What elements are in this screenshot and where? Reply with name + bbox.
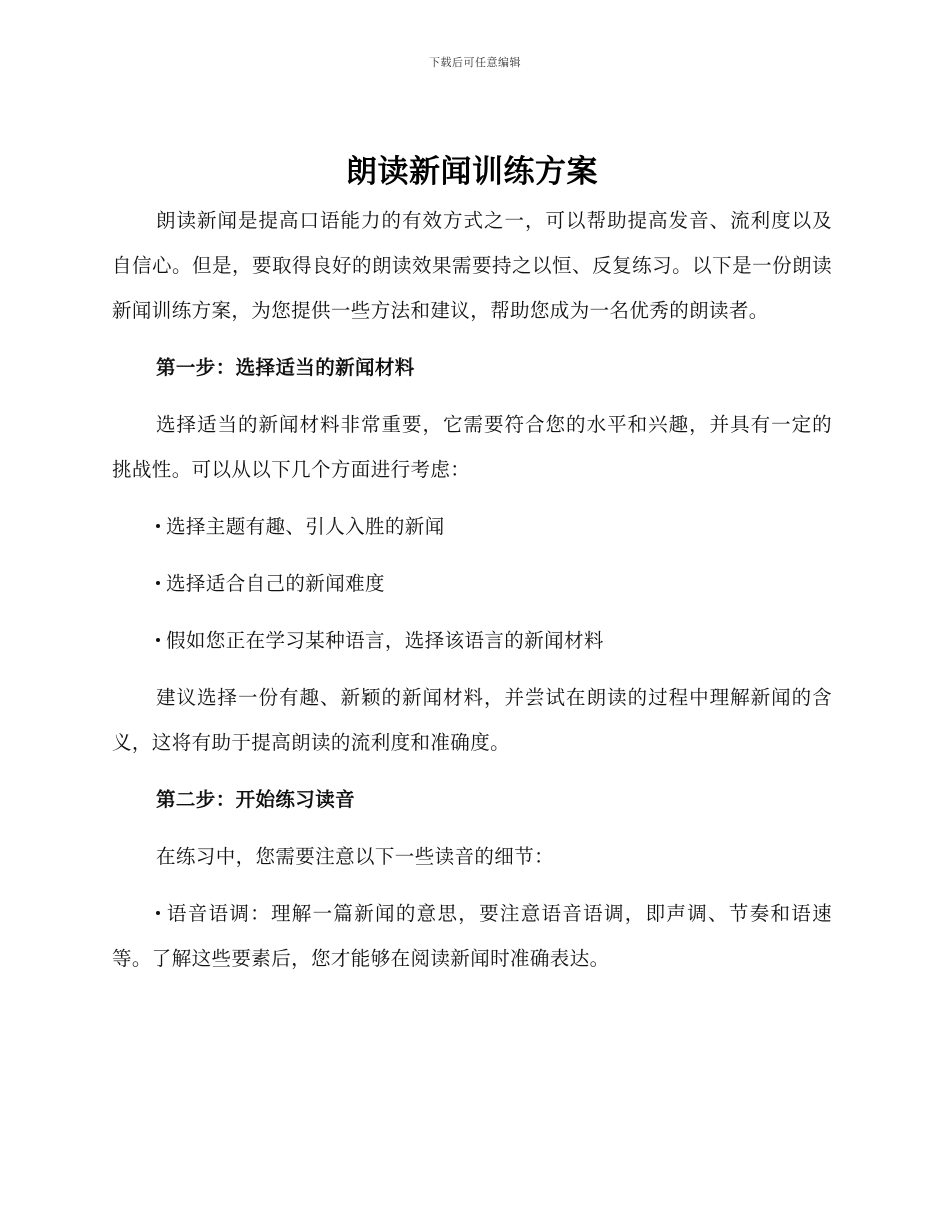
bullet-text: 假如您正在学习某种语言，选择该语言的新闻材料	[166, 629, 604, 652]
bullet-text: 语音语调：理解一篇新闻的意思，要注意语音语调，即声调、节奏和语速等。了解这些要素后，您才能够在阅读新闻时准确表达。	[112, 902, 832, 970]
step1-paragraph: 选择适当的新闻材料非常重要，它需要符合您的水平和兴趣，并具有一定的挑战性。可以从以下几个方面进行考虑：	[112, 413, 832, 481]
bullet-icon	[156, 638, 160, 642]
step1-bullet-1	[112, 504, 832, 549]
page-header: 下载后可任意编辑	[429, 56, 521, 69]
document-title: 朗读新闻训练方案	[346, 154, 598, 190]
bullet-text: 选择主题有趣、引人入胜的新闻	[166, 515, 445, 538]
step2-heading: 第二步：开始练习读音	[156, 788, 356, 811]
step1-heading: 第一步：选择适当的新闻材料	[156, 356, 415, 379]
bullet-icon	[156, 581, 160, 585]
bullet-text: 选择适合自己的新闻难度	[166, 572, 385, 595]
step2-bullet-1	[112, 891, 832, 981]
step2-paragraph: 在练习中，您需要注意以下一些读音的细节：	[156, 845, 555, 868]
step1-bullet-2	[112, 561, 832, 606]
step1-advice-paragraph: 建议选择一份有趣、新颖的新闻材料，并尝试在朗读的过程中理解新闻的含义，这将有助于提高朗读的流利度和准确度。	[112, 686, 832, 754]
bullet-icon	[156, 524, 160, 528]
document-body	[112, 150, 832, 981]
step1-bullet-3	[112, 618, 832, 663]
bullet-icon	[156, 911, 160, 915]
intro-paragraph: 朗读新闻是提高口语能力的有效方式之一，可以帮助提高发音、流利度以及自信心。但是，要取得良好的朗读效果需要持之以恒、反复练习。以下是一份朗读新闻训练方案，为您提供一些方法和建议，帮助您成为一名优秀的朗读者。	[112, 209, 832, 322]
